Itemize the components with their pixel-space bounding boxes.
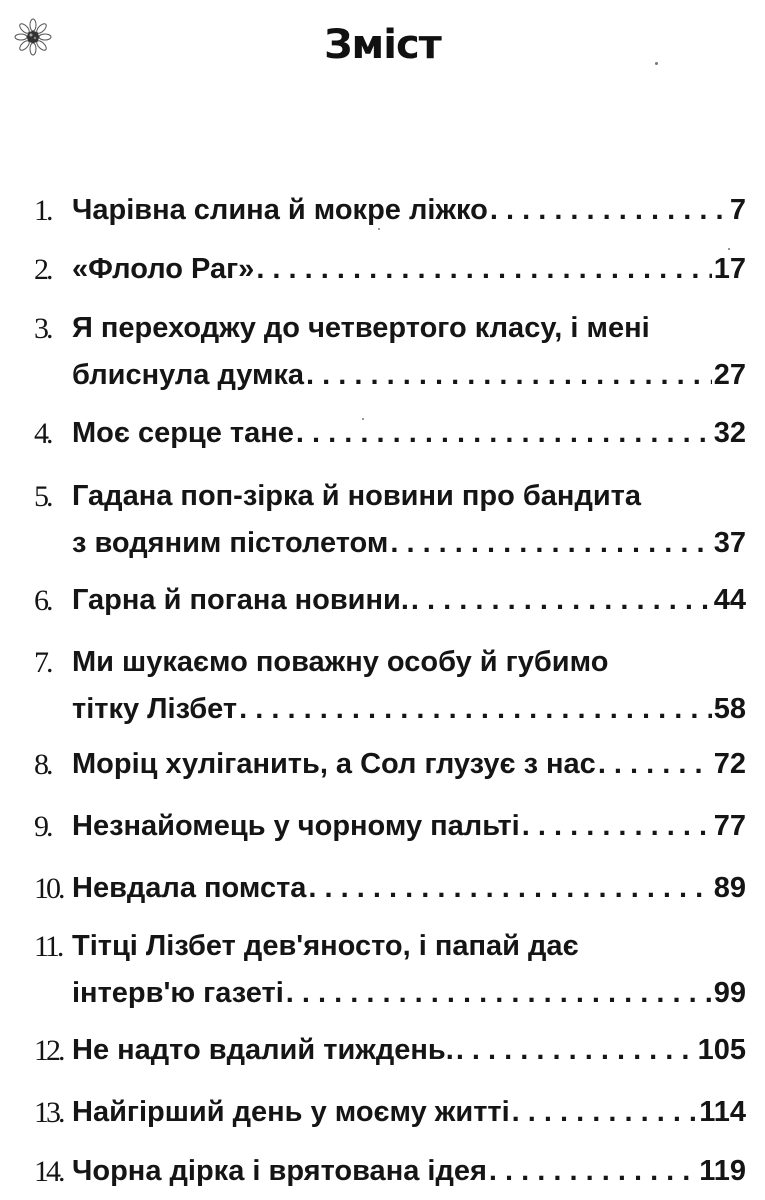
chapter-number: 5. <box>34 480 51 513</box>
chapter-number: 1. <box>34 194 51 227</box>
chapter-title: Не надто вдалий тиждень. <box>72 1034 454 1066</box>
page-number: 114 <box>699 1096 746 1128</box>
page-number: 17 <box>713 253 746 285</box>
chapter-title-line1: Гадана поп-зірка й новини про бандита <box>72 480 642 512</box>
leader-dots <box>308 872 711 905</box>
leader-dots <box>286 977 712 1010</box>
chapter-number: 7. <box>34 646 51 679</box>
page-number: 37 <box>713 527 746 559</box>
toc-row <box>72 1034 746 1067</box>
toc-row <box>72 810 746 843</box>
chapter-title: інтерв'ю газеті <box>72 977 284 1009</box>
toc-row <box>72 417 746 450</box>
leader-dots <box>598 748 712 781</box>
chapter-title: Чарівна слина й мокре ліжко <box>72 194 488 226</box>
print-speck <box>728 248 730 250</box>
chapter-title-line1: Ми шукаємо поважну особу й губимо <box>72 646 609 678</box>
chapter-title-line1: Тітці Лізбет дев'яносто, і папай дає <box>72 930 579 962</box>
chapter-number: 2. <box>34 253 51 286</box>
page-title: Зміст <box>324 22 441 68</box>
toc-row <box>72 527 746 560</box>
chapter-number: 13. <box>34 1096 63 1129</box>
toc-row <box>72 872 746 905</box>
toc-row <box>72 584 746 617</box>
leader-dots <box>296 417 712 450</box>
page-number: 72 <box>713 748 746 780</box>
leader-dots <box>522 810 712 843</box>
toc-row <box>72 359 746 392</box>
chapter-number: 14. <box>34 1155 63 1188</box>
page-number: 77 <box>713 810 746 842</box>
leader-dots <box>512 1096 698 1129</box>
toc-row <box>72 253 746 286</box>
leader-dots <box>456 1034 696 1067</box>
chapter-number: 12. <box>34 1034 63 1067</box>
page-number: 105 <box>697 1034 746 1066</box>
chapter-number: 3. <box>34 312 51 345</box>
leader-dots <box>490 194 728 227</box>
chapter-number: 11. <box>34 930 62 963</box>
chapter-title: Чорна дірка і врятована ідея <box>72 1155 487 1187</box>
chapter-title: блиснула думка <box>72 359 305 391</box>
chapter-number: 9. <box>34 810 51 843</box>
toc-row <box>72 693 746 726</box>
page-number: 7 <box>729 194 746 226</box>
toc-row <box>72 194 746 227</box>
page-number: 32 <box>713 417 746 449</box>
page-number: 27 <box>713 359 746 391</box>
leader-dots <box>306 359 712 392</box>
print-speck <box>378 228 380 230</box>
page-number: 58 <box>713 693 746 725</box>
chapter-title: Моє серце тане <box>72 417 294 449</box>
toc-row <box>72 1096 746 1129</box>
leader-dots <box>239 693 712 726</box>
leader-dots <box>390 527 711 560</box>
chapter-title: Незнайомець у чорному пальті <box>72 810 520 842</box>
chapter-title: з водяним пістолетом <box>72 527 389 559</box>
toc-row <box>72 748 746 781</box>
page-number: 89 <box>713 872 746 904</box>
page-number: 44 <box>713 584 746 616</box>
chapter-title: тітку Лізбет <box>72 693 238 725</box>
leader-dots <box>256 253 711 286</box>
leader-dots <box>489 1155 697 1188</box>
chapter-number: 6. <box>34 584 51 617</box>
print-speck <box>655 62 658 65</box>
chapter-title-line1: Я переходжу до четвертого класу, і мені <box>72 312 650 344</box>
chapter-title: Гарна й погана новини. <box>72 584 409 616</box>
page-number: 119 <box>699 1155 746 1187</box>
chapter-number: 8. <box>34 748 51 781</box>
toc-row <box>72 977 746 1010</box>
chapter-title: Невдала помста <box>72 872 307 904</box>
chapter-title: Моріц хуліганить, а Сол глузує з нас <box>72 748 596 780</box>
leader-dots <box>411 584 712 617</box>
page-number: 99 <box>713 977 746 1009</box>
chapter-title: «Флоло Раг» <box>72 253 255 285</box>
chapter-title: Найгірший день у моєму житті <box>72 1096 510 1128</box>
toc-row <box>72 1155 746 1188</box>
chapter-number: 10. <box>34 872 63 905</box>
chapter-number: 4. <box>34 417 51 450</box>
